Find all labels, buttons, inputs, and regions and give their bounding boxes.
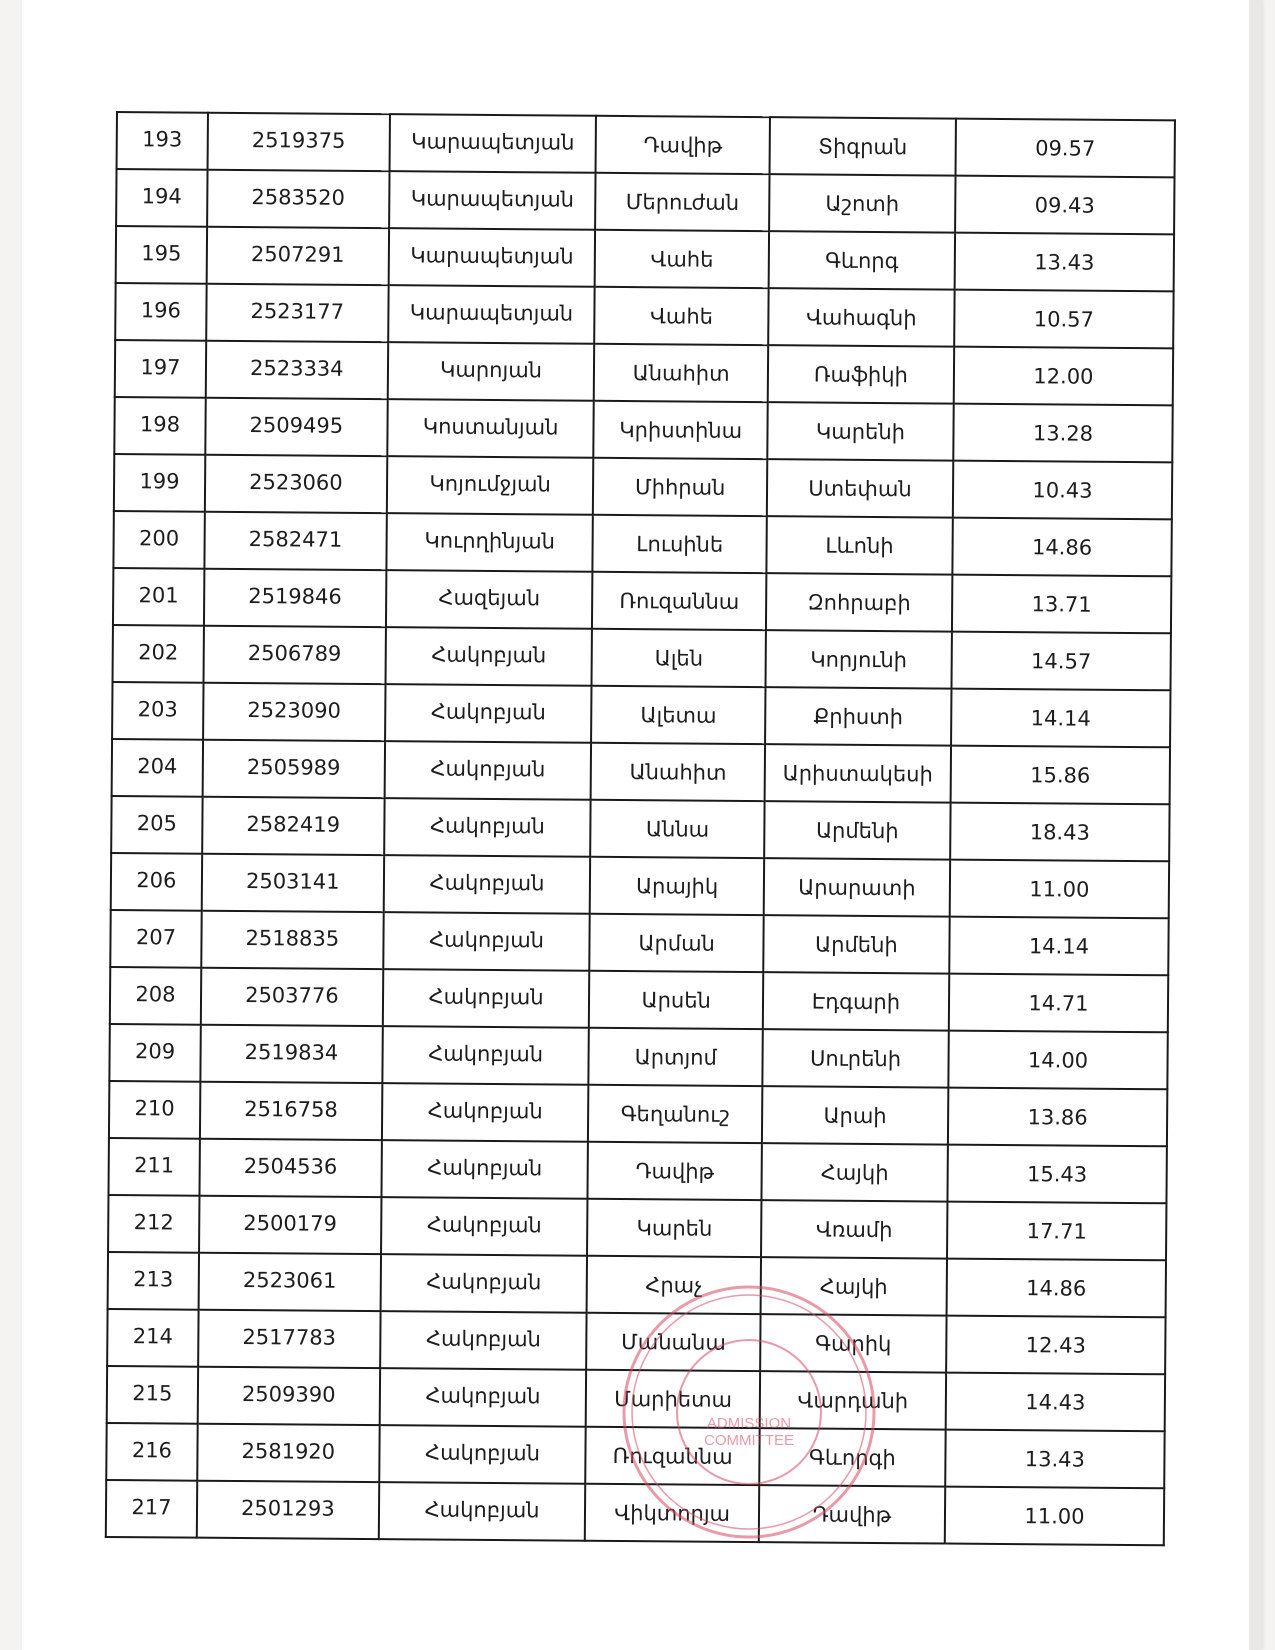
score-cell: 11.00: [945, 1487, 1164, 1546]
row-number-cell: 215: [107, 1366, 198, 1424]
row-number-cell: 206: [111, 853, 202, 911]
surname-cell: Կարոյան: [388, 342, 595, 401]
row-number-cell: 211: [108, 1138, 199, 1196]
score-cell: 14.86: [952, 518, 1171, 577]
score-cell: 14.86: [947, 1259, 1166, 1318]
surname-cell: Հակոբյան: [383, 969, 590, 1028]
first-name-cell: Ալետա: [591, 686, 765, 744]
surname-cell: Կարապետյան: [389, 114, 596, 173]
patronymic-cell: Սուրենի: [762, 1029, 948, 1087]
patronymic-cell: Արիստակեսի: [765, 744, 951, 802]
applicant-id-cell: 2523090: [203, 683, 385, 741]
applicant-id-cell: 2500179: [199, 1196, 381, 1254]
table-row: [113, 625, 1171, 690]
table-row: [113, 568, 1171, 633]
page-edge-shadow: [1249, 0, 1262, 1650]
surname-cell: Հակոբյան: [383, 855, 590, 914]
surname-cell: Հակոբյան: [385, 684, 592, 743]
surname-cell: Հակոբյան: [383, 912, 590, 971]
first-name-cell: Արման: [590, 914, 764, 972]
table-row: [107, 1366, 1165, 1431]
applicant-id-cell: 2523177: [206, 284, 388, 342]
first-name-cell: Վիկտորյա: [585, 1484, 759, 1542]
surname-cell: Կարապետյան: [388, 285, 595, 344]
surname-cell: Հակոբյան: [384, 741, 591, 800]
score-cell: 15.43: [947, 1145, 1166, 1204]
patronymic-cell: Լևոնի: [766, 516, 952, 574]
table-row: [106, 1480, 1164, 1545]
applicant-id-cell: 2501293: [197, 1481, 379, 1539]
surname-cell: Հազեյան: [386, 570, 593, 629]
applicant-id-cell: 2509390: [198, 1367, 380, 1425]
patronymic-cell: Տիգրան: [770, 117, 956, 175]
table-row: [113, 511, 1171, 576]
row-number-cell: 196: [115, 283, 206, 341]
table-row: [114, 454, 1172, 519]
first-name-cell: Անահիտ: [594, 344, 768, 402]
first-name-cell: Մանանա: [587, 1313, 761, 1371]
first-name-cell: Արայիկ: [590, 857, 764, 915]
first-name-cell: Ռուզաննա: [586, 1427, 760, 1485]
score-cell: 10.43: [953, 461, 1172, 520]
row-number-cell: 213: [108, 1252, 199, 1310]
surname-cell: Հակոբյան: [380, 1311, 587, 1370]
applicant-id-cell: 2583520: [207, 170, 389, 228]
row-number-cell: 217: [106, 1480, 197, 1538]
patronymic-cell: Զոհրաբի: [766, 573, 952, 631]
patronymic-cell: Ստեփան: [767, 459, 953, 517]
table-row: [111, 796, 1169, 861]
applicant-id-cell: 2523334: [206, 341, 388, 399]
first-name-cell: Ռուզաննա: [592, 572, 766, 630]
applicant-id-cell: 2503141: [202, 854, 384, 912]
row-number-cell: 214: [107, 1309, 198, 1367]
score-cell: 13.43: [955, 233, 1174, 292]
first-name-cell: Միհրան: [593, 458, 767, 516]
first-name-cell: Հրաչ: [587, 1256, 761, 1314]
surname-cell: Կոստանյան: [387, 399, 594, 458]
score-cell: 14.14: [949, 917, 1168, 976]
table-row: [116, 226, 1174, 291]
score-cell: 09.43: [955, 176, 1174, 235]
applicant-id-cell: 2517783: [198, 1310, 380, 1368]
patronymic-cell: Էդգարի: [763, 972, 949, 1030]
score-cell: 13.86: [948, 1088, 1167, 1147]
table-row: [110, 910, 1168, 975]
row-number-cell: 212: [108, 1195, 199, 1253]
table-row: [114, 397, 1172, 462]
score-cell: 10.57: [954, 290, 1173, 349]
table-row: [108, 1138, 1166, 1203]
patronymic-cell: Գարիկ: [760, 1314, 946, 1372]
first-name-cell: Արսեն: [589, 971, 763, 1029]
row-number-cell: 216: [106, 1423, 197, 1481]
row-number-cell: 202: [113, 625, 204, 683]
first-name-cell: Աննա: [591, 800, 765, 858]
surname-cell: Հակոբյան: [380, 1254, 587, 1313]
applicant-id-cell: 2505989: [203, 740, 385, 798]
table-row: [110, 967, 1168, 1032]
applicant-id-cell: 2582471: [204, 512, 386, 570]
first-name-cell: Վահե: [595, 287, 769, 345]
patronymic-cell: Վարդանի: [760, 1371, 946, 1429]
first-name-cell: Գեղանուշ: [588, 1085, 762, 1143]
table-row: [117, 112, 1175, 177]
first-name-cell: Մարիետա: [586, 1370, 760, 1428]
stamp-text-line-2: COMMITTEE: [704, 1432, 794, 1449]
patronymic-cell: Դավիթ: [759, 1485, 945, 1543]
applicant-id-cell: 2509495: [205, 398, 387, 456]
first-name-cell: Կրիստինա: [594, 401, 768, 459]
row-number-cell: 208: [110, 967, 201, 1025]
table-row: [106, 1423, 1164, 1488]
row-number-cell: 209: [109, 1024, 200, 1082]
row-number-cell: 200: [113, 511, 204, 569]
patronymic-cell: Արմենի: [763, 915, 949, 973]
score-cell: 12.00: [954, 347, 1173, 406]
surname-cell: Կարապետյան: [389, 171, 596, 230]
surname-cell: Հակոբյան: [381, 1140, 588, 1199]
table-row: [116, 169, 1174, 234]
score-cell: 18.43: [950, 803, 1169, 862]
applicant-id-cell: 2503776: [201, 968, 383, 1026]
patronymic-cell: Քրիստի: [765, 687, 951, 745]
applicant-id-cell: 2523060: [205, 455, 387, 513]
score-cell: 11.00: [950, 860, 1169, 919]
table-row: [107, 1309, 1165, 1374]
row-number-cell: 197: [115, 340, 206, 398]
score-cell: 13.71: [952, 575, 1171, 634]
surname-cell: Հակոբյան: [379, 1482, 586, 1541]
surname-cell: Կոյումջյան: [387, 456, 594, 515]
first-name-cell: Ալեն: [592, 629, 766, 687]
applicant-id-cell: 2507291: [207, 227, 389, 285]
first-name-cell: Դավիթ: [588, 1142, 762, 1200]
score-cell: 14.71: [949, 974, 1168, 1033]
first-name-cell: Արտյոմ: [589, 1028, 763, 1086]
first-name-cell: Դավիթ: [596, 116, 770, 174]
row-number-cell: 198: [114, 397, 205, 455]
applicant-id-cell: 2519846: [204, 569, 386, 627]
row-number-cell: 201: [113, 568, 204, 626]
row-number-cell: 203: [112, 682, 203, 740]
applicant-id-cell: 2519834: [200, 1025, 382, 1083]
applicant-id-cell: 2519375: [207, 113, 389, 171]
table-row: [109, 1024, 1167, 1089]
surname-cell: Կարապետյան: [388, 228, 595, 287]
surname-cell: Հակոբյան: [379, 1425, 586, 1484]
row-number-cell: 194: [116, 169, 207, 227]
patronymic-cell: Կորյունի: [765, 630, 951, 688]
patronymic-cell: Կարենի: [767, 402, 953, 460]
applicant-id-cell: 2516758: [200, 1082, 382, 1140]
stamp-text-line-1: ADMISSION: [706, 1415, 792, 1432]
score-cell: 15.86: [951, 746, 1170, 805]
table-row: [108, 1252, 1166, 1317]
applicant-id-cell: 2582419: [202, 797, 384, 855]
first-name-cell: Մերուժան: [595, 173, 769, 231]
table-row: [112, 682, 1170, 747]
applicant-id-cell: 2518835: [201, 911, 383, 969]
score-cell: 09.57: [955, 119, 1174, 178]
table-row: [111, 853, 1169, 918]
row-number-cell: 193: [117, 112, 208, 170]
patronymic-cell: Արմենի: [764, 801, 950, 859]
table-row: [115, 283, 1173, 348]
applicant-id-cell: 2506789: [203, 626, 385, 684]
patronymic-cell: Ռաֆիկի: [768, 345, 954, 403]
applicant-id-cell: 2523061: [199, 1253, 381, 1311]
row-number-cell: 199: [114, 454, 205, 512]
first-name-cell: Անահիտ: [591, 743, 765, 801]
first-name-cell: Լուսինե: [593, 515, 767, 573]
surname-cell: Հակոբյան: [384, 798, 591, 857]
patronymic-cell: Գևորգ: [769, 231, 955, 289]
patronymic-cell: Գևորգի: [759, 1428, 945, 1486]
score-cell: 12.43: [946, 1316, 1165, 1375]
surname-cell: Հակոբյան: [379, 1368, 586, 1427]
patronymic-cell: Հայկի: [761, 1143, 947, 1201]
row-number-cell: 195: [116, 226, 207, 284]
score-cell: 13.28: [953, 404, 1172, 463]
score-cell: 17.71: [947, 1202, 1166, 1261]
score-cell: 14.57: [951, 632, 1170, 691]
surname-cell: Հակոբյան: [385, 627, 592, 686]
table-body: [106, 112, 1175, 1545]
patronymic-cell: Վռամի: [761, 1200, 947, 1258]
first-name-cell: Կարեն: [587, 1199, 761, 1257]
table-row: [108, 1195, 1166, 1260]
patronymic-cell: Արաի: [762, 1086, 948, 1144]
surname-cell: Հակոբյան: [381, 1197, 588, 1256]
patronymic-cell: Հայկի: [761, 1257, 947, 1315]
row-number-cell: 207: [110, 910, 201, 968]
patronymic-cell: Վահագնի: [768, 288, 954, 346]
score-cell: 14.43: [946, 1373, 1165, 1432]
score-cell: 13.43: [945, 1430, 1164, 1489]
table-row: [109, 1081, 1167, 1146]
applicant-id-cell: 2504536: [199, 1139, 381, 1197]
applicant-score-table: [105, 111, 1176, 1546]
row-number-cell: 205: [111, 796, 202, 854]
score-cell: 14.00: [948, 1031, 1167, 1090]
score-cell: 14.14: [951, 689, 1170, 748]
table-row: [112, 739, 1170, 804]
surname-cell: Հակոբյան: [382, 1083, 589, 1142]
patronymic-cell: Աշոտի: [769, 174, 955, 232]
row-number-cell: 204: [112, 739, 203, 797]
patronymic-cell: Արարատի: [764, 858, 950, 916]
surname-cell: Հակոբյան: [382, 1026, 589, 1085]
surname-cell: Կուրղինյան: [386, 513, 593, 572]
applicant-id-cell: 2581920: [197, 1424, 379, 1482]
first-name-cell: Վահե: [595, 230, 769, 288]
row-number-cell: 210: [109, 1081, 200, 1139]
table-row: [115, 340, 1173, 405]
